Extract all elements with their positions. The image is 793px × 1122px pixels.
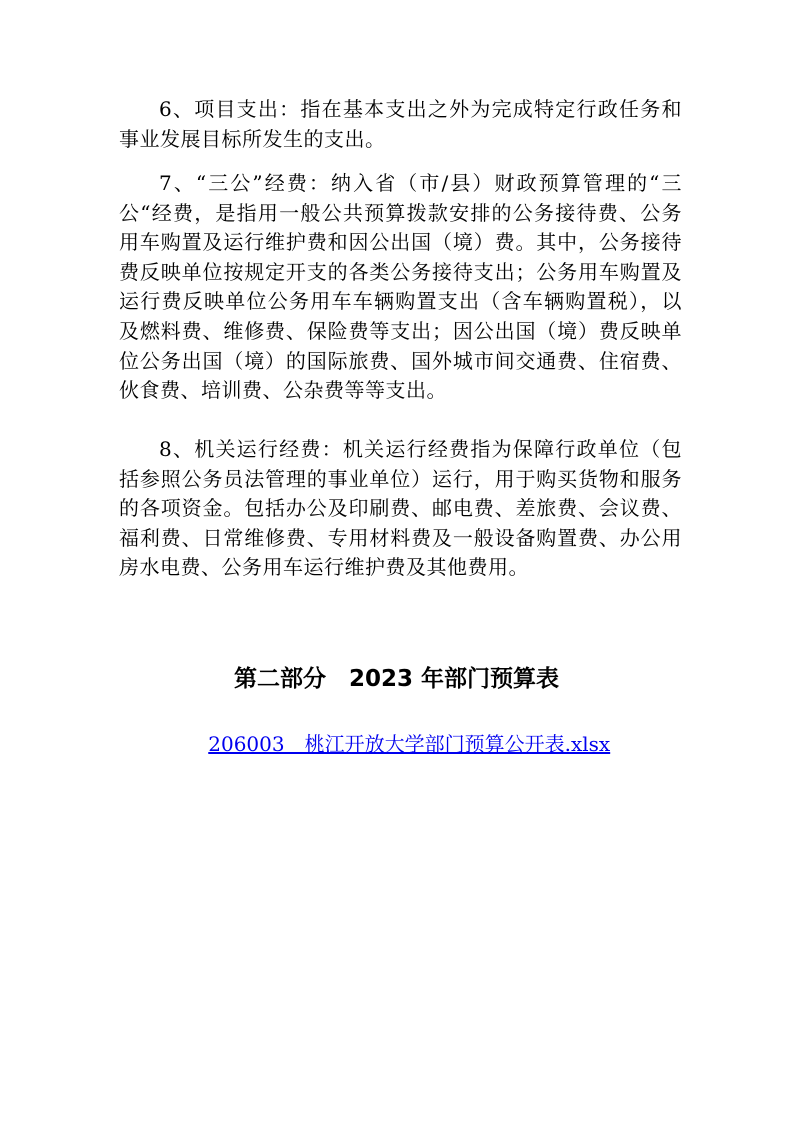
attachment-line xyxy=(0,699,793,789)
attachment-file-link[interactable]: 206003 桃江开放大学部门预算公开表.xlsx xyxy=(208,732,611,756)
paragraph-project-expenditure: 6、项目支出：指在基本支出之外为完成特定行政任务和事业发展目标所发生的支出。 xyxy=(119,97,682,151)
paragraph-agency-operating-expenses: 8、机关运行经费：机关运行经费指为保障行政单位（包括参照公务员法管理的事业单位）运行，用于购买货物和服务的各项资金。包括办公及印刷费、邮电费、差旅费、会议费、福利费、日常维修费、专用材料费及一般设备购置费、办公用房水电费、公务用车运行维护费及其他费用。 xyxy=(119,437,682,580)
paragraph-three-public-expenses: 7、“三公”经费：纳入省（市/县）财政预算管理的“三公“经费，是指用一般公共预算拨款安排的公务接待费、公务用车购置及运行维护费和因公出国（境）费。其中，公务接待费反映单位按规定开支的各类公务接待支出；公务用车购置及运行费反映单位公务用车车辆购置支出（含车辆购置税），以及燃料费、维修费、保险费等支出；因公出国（境）费反映单位公务出国（境）的国际旅费、国外城市间交通费、住宿费、伙食费、培训费、公杂费等等支出。 xyxy=(119,171,682,403)
section-title: 第二部分 2023 年部门预算表 xyxy=(233,666,560,692)
